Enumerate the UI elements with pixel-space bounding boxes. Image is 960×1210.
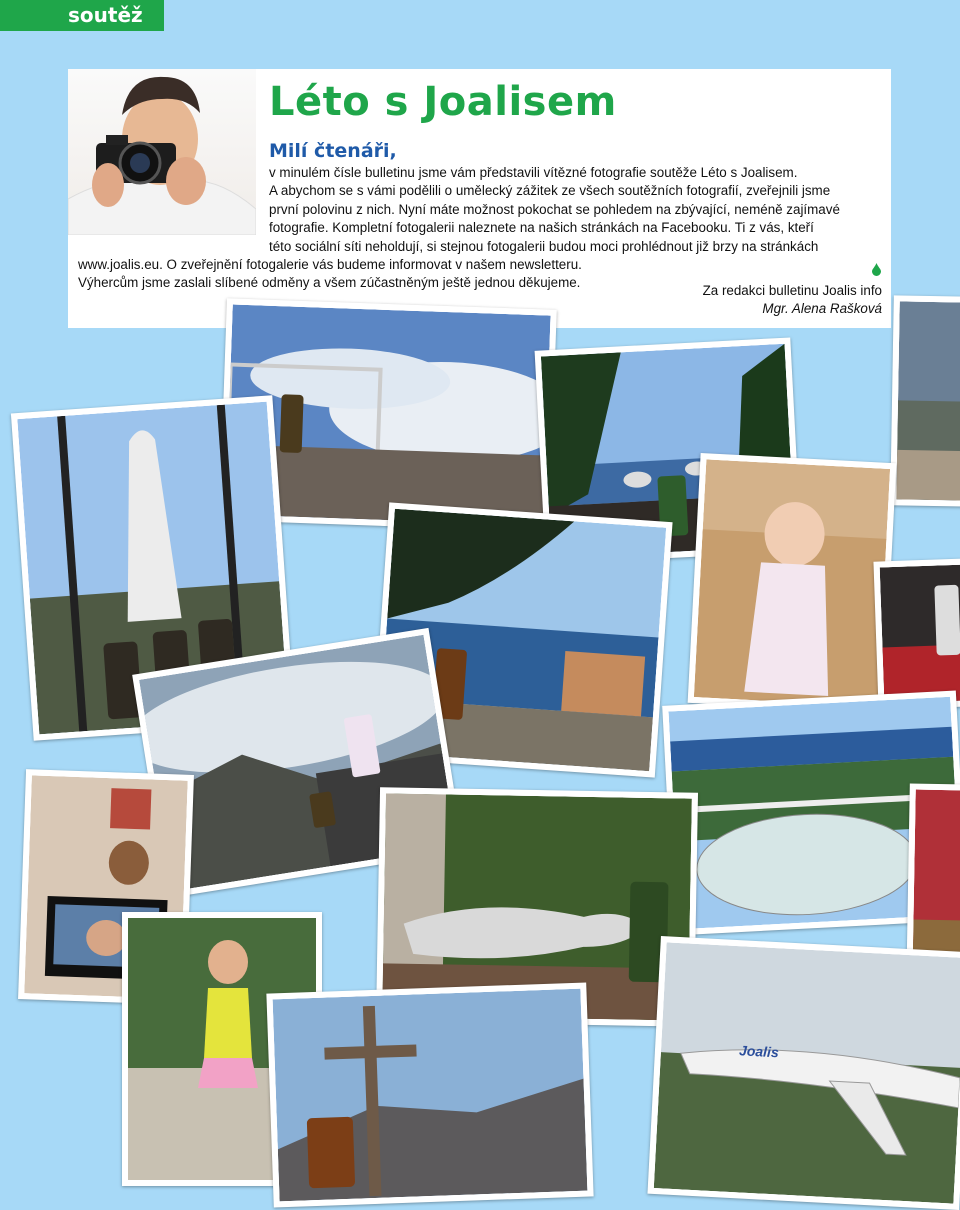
- photo-city-edge: [890, 295, 960, 506]
- body-line: v minulém čísle bulletinu jsme vám představili vítězné fotografie soutěže Léto s Joalisem.: [269, 165, 798, 180]
- photo-red-edge: [873, 558, 960, 709]
- article-box: [68, 69, 891, 328]
- body-line: A abychom se s vámi podělili o umělecký zážitek ze všech soutěžních fotografií, zveřejnili jsme: [269, 183, 831, 199]
- photo-girl-kitchen: [688, 453, 897, 713]
- drop-icon: [872, 263, 881, 276]
- signoff-name: Mgr. Alena Rašková: [762, 301, 882, 316]
- body-line: této sociální síti neholdují, si stejnou fotogalerii budou moci prohlédnout již brzy na stránkách: [269, 238, 819, 254]
- signoff-line: Za redakci bulletinu Joalis info: [702, 283, 882, 298]
- body-line: první polovinu z nich. Nyní máte možnost pokochat se pohledem na zbývající, neméně zajímavé: [269, 201, 840, 217]
- photo-airplane: [647, 936, 960, 1210]
- photo-cross: [266, 982, 593, 1207]
- body-line: fotografie. Kompletní fotogalerii naleznete na našich stránkách na Facebooku. Ti z vás, kteří: [269, 220, 814, 236]
- body-line: www.joalis.eu. O zveřejnění fotogalerie vás budeme informovat v našem newsletteru.: [78, 257, 582, 273]
- article-body: [78, 164, 884, 293]
- signoff: [703, 282, 882, 318]
- article-title: Léto s Joalisem: [269, 79, 617, 125]
- airplane-logo: Joalis: [738, 1042, 780, 1061]
- section-tab: soutěž: [0, 0, 164, 31]
- body-line: Výhercům jsme zaslali slíbené odměny a všem zúčastněným ještě jednou děkujeme.: [78, 275, 581, 291]
- greeting: Milí čtenáři,: [269, 140, 397, 162]
